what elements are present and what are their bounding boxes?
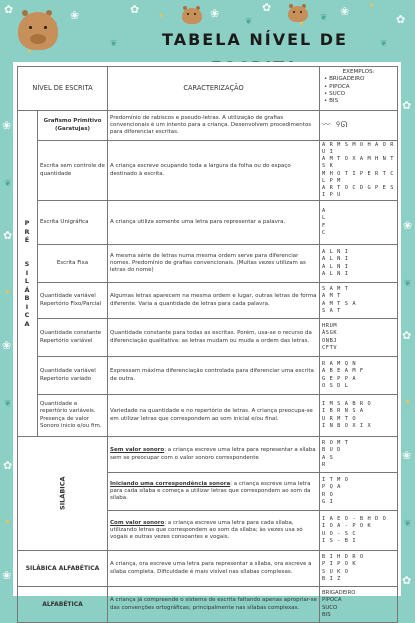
writing-levels-sheet	[13, 62, 401, 618]
level-examples: A L F C	[320, 201, 398, 245]
background-pattern: ✿ ❀ ✿ ❀ ✿ ❀ ✿ ❀ ✿ ✿ ❀ ❀ ✿ ✿ ❀ ❀ ✿ ❦ ❦ ❦ ❦ ❦ ❦ ❦ ❦	[2, 1, 413, 587]
level-row	[18, 319, 398, 357]
level-examples: 〰 ୨ᘏ	[320, 111, 398, 141]
header-examples	[320, 67, 398, 111]
capybara-right-illustration	[286, 4, 310, 24]
level-description: Expressam máxima diferenciação controlada para diferenciar uma escrita de outra.	[108, 357, 320, 395]
level-name: SILÁBICA ALFABÉTICA	[18, 551, 108, 587]
level-description: A criança utiliza somente uma letra para representar a palavra.	[108, 201, 320, 245]
silabica-row	[18, 437, 398, 473]
level-examples: A L N I A L N I A L N I A L N I	[320, 245, 398, 283]
level-row	[18, 395, 398, 437]
level-examples: I T M O P Q A R O G I	[320, 473, 398, 511]
level-name: Quantidade constante Repertório variável	[38, 319, 108, 357]
level-examples: BRIGADEIRO PIPOCA SUCO BIS	[320, 587, 398, 623]
level-name: Quantidade e repertório variáveis. Presença de valor Sonoro inicio e/ou fim.	[38, 395, 108, 437]
level-examples: S A M T A M T A M T S A S A T	[320, 283, 398, 319]
silabica-label: SILÁBICA	[18, 437, 108, 551]
level-name: ALFABÉTICA	[18, 587, 108, 623]
level-description: A criança já compreende o sistema de escrita faltando apenas apropriar-se das convenções ortográficas; principalmente nas sílabas complexas.	[108, 587, 320, 623]
level-row	[18, 141, 398, 201]
example-word: • SUCO	[324, 91, 395, 98]
level-row	[18, 357, 398, 395]
level-row	[18, 111, 398, 141]
alfabetica-row	[18, 587, 398, 623]
level-examples: R A M Q N A B E A M F G E P P A O S D L	[320, 357, 398, 395]
level-examples: I A E O - B H D O I O A - P O K U O - S C I S - B I	[320, 511, 398, 551]
level-name: Escrita Fixa	[38, 245, 108, 283]
level-name: Grafismo Primitivo (Garatujas)	[38, 111, 108, 141]
level-description: Sem valor sonoro: a criança escreve uma letra para representar a sílaba sem se preocupar com o valor sonoro correspondente	[108, 437, 320, 473]
capybara-left-illustration	[14, 8, 62, 52]
examples-word-list	[322, 76, 395, 105]
level-row	[18, 283, 398, 319]
header-level: NÍVEL DE ESCRITA	[18, 67, 108, 111]
example-word: • PIPOCA	[324, 84, 395, 91]
level-examples: I M S A B R O I B R N S A U R M T O I N B O X I X	[320, 395, 398, 437]
level-name: Quantidade variável Repertório Fixo/Parcial	[38, 283, 108, 319]
level-name: Escrita Unigráfica	[38, 201, 108, 245]
level-description: Com valor sonoro: a criança escreve uma letra para cada sílaba, utilizando letras que correspondem ao som da sílaba; às vezes usa só vogais e outras vezes consoantes e vogais.	[108, 511, 320, 551]
level-description: Predomínio de rabiscos e pseudo-letras. A utilização de grafias convencionais é um intento para a criança. Desenvolvem procedimentos para diferenciar escritas.	[108, 111, 320, 141]
level-examples: R O M T B U D A S R	[320, 437, 398, 473]
example-word: • BIS	[324, 98, 395, 105]
level-description: Variedade na quantidade e no repertório de letras. A criança preocupa-se em utilizar letras que correspondem ao som inicial e/ou final.	[108, 395, 320, 437]
header-characterization: CARACTERIZAÇÃO	[108, 67, 320, 111]
page-title: TABELA NÍVEL DE	[162, 30, 348, 49]
level-description: Quantidade constante para todas as escritas. Porém, usa-se o recurso da diferenciação qualitativa: as letras mudam ou muda a ordem das letras.	[108, 319, 320, 357]
level-description: A criança escreve ocupando toda a largura da folha ou do espaço destinado à escrita.	[108, 141, 320, 201]
level-description: A mesma série de letras numa mesma ordem serve para diferenciar nomes. Predomínio de grafias convencionais. (Muitas vezes utilizam as letras do nome)	[108, 245, 320, 283]
level-row	[18, 201, 398, 245]
level-name: Escrita sem controle de quantidade	[38, 141, 108, 201]
example-word: • BRIGADEIRO	[324, 76, 395, 83]
level-examples: A R M S M O H A O R U I A M T O X A M H N T S K M H O T I P E R T C L P M A R T O C D G P E S I P U	[320, 141, 398, 201]
pre-silabica-label: P R É S I L Á B I C A	[18, 111, 38, 437]
level-examples: B I H D R O P I P O K S U K O B I Z	[320, 551, 398, 587]
writing-levels-table	[17, 66, 398, 623]
capybara-middle-illustration	[180, 6, 204, 26]
level-row	[18, 245, 398, 283]
examples-label: EXEMPLOS:	[342, 69, 375, 75]
level-description: Iniciando uma correspondência sonora: a criança escreve uma letra para cada sílaba e começa a utilizar letras que correspondem ao som da sílaba.	[108, 473, 320, 511]
level-examples: HRUM ÁSGK ONBJ CFTV	[320, 319, 398, 357]
level-name: Quantidade variável Repertório variado	[38, 357, 108, 395]
level-description: Algumas letras aparecem na mesma ordem e lugar, outras letras de forma diferente. Varia a quantidade de letras para cada palavra.	[108, 283, 320, 319]
header-row	[18, 67, 398, 111]
silabica-alfabetica-row	[18, 551, 398, 587]
level-description: A criança, ora escreve uma letra para representar a sílaba, ora escreve a sílaba completa. Dificuldade é mais visível nas sílabas complexas.	[108, 551, 320, 587]
